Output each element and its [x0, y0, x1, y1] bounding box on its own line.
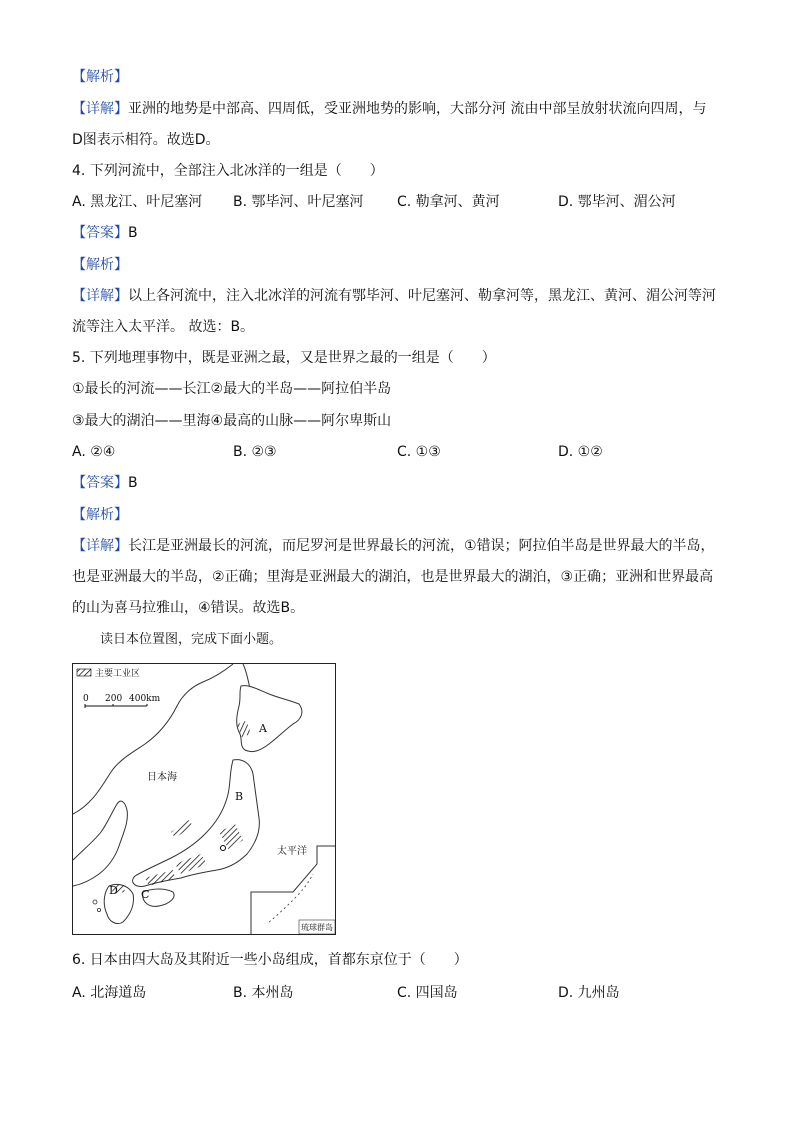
q4-detail-line-2: 流等注入太平洋。 故选：B。 [72, 319, 255, 335]
detail-text: 亚洲的地势是中部高、四周低，受亚洲地势的影响，大部分河 流由中部呈放射状流向四周，与 [128, 101, 707, 117]
label-sea-of-japan: 日本海 [147, 772, 177, 783]
label-b: B [235, 790, 244, 803]
industrial-zone-hokuriku [171, 820, 193, 838]
q5-detail-line-1 [72, 537, 715, 555]
q4-option-a: A. 黑龙江、叶尼塞河 [72, 194, 203, 210]
answer-value: B [128, 475, 138, 491]
q5-option-a: A. ②④ [72, 444, 116, 460]
detail-text: 以上各河流中，注入北冰洋的河流有鄂毕河、叶尼塞河、勒拿河等，黑龙江、黄河、湄公河等河 [128, 288, 716, 304]
q5-answer [72, 474, 138, 492]
answer-tag: 【答案】 [72, 475, 128, 491]
answer-value: B [128, 225, 138, 241]
analysis-heading [72, 68, 128, 86]
label-ryukyu-islands: 琉球群岛 [301, 923, 333, 932]
q5-item-line-1: ①最长的河流——长江②最大的半岛——阿拉伯半岛 [72, 381, 392, 397]
detail-text: 长江是亚洲最长的河流，而尼罗河是世界最长的河流，①错误；阿拉伯半岛是世界最大的半岛， [128, 538, 715, 554]
detail-tag: 【详解】 [72, 101, 128, 117]
q6-option-a: A. 北海道岛 [72, 985, 147, 1001]
tokyo-marker [221, 846, 226, 851]
scale-tick-400: 400km [129, 694, 161, 704]
q5-option-b: B. ②③ [233, 444, 277, 460]
detail-tag: 【详解】 [72, 288, 128, 304]
ryukyu-islands-path [269, 874, 313, 922]
analysis-tag: 【解析】 [72, 507, 128, 523]
q5-item-line-2: ③最大的湖泊——里海④最高的山脉——阿尔卑斯山 [72, 413, 392, 429]
analysis-tag: 【解析】 [72, 257, 128, 273]
q6-option-b: B. 本州岛 [233, 985, 294, 1001]
scale-tick-0: 0 [83, 694, 89, 704]
question-5-stem: 5. 下列地理事物中，既是亚洲之最，又是世界之最的一组是（ ） [72, 350, 496, 366]
q4-analysis-heading [72, 256, 128, 274]
small-island [93, 900, 97, 904]
label-a: A [259, 722, 267, 735]
korean-peninsula [73, 801, 127, 886]
mainland-coast [73, 664, 233, 814]
label-pacific-ocean: 太平洋 [277, 846, 307, 857]
q4-option-b: B. 鄂毕河、叶尼塞河 [233, 194, 364, 210]
small-island [97, 908, 100, 911]
q4-option-c: C. 勒拿河、黄河 [397, 194, 500, 210]
q5-analysis-heading [72, 506, 128, 524]
hokkaido-island [237, 686, 302, 752]
q5-option-c: C. ①③ [397, 444, 441, 460]
analysis-tag: 【解析】 [72, 69, 128, 85]
q4-answer [72, 224, 138, 242]
label-d: D [109, 884, 118, 897]
scale-tick-200: 200 [105, 694, 123, 704]
scale-bar [85, 704, 147, 708]
q6-option-d: D. 九州岛 [558, 985, 620, 1001]
q6-option-c: C. 四国岛 [397, 985, 458, 1001]
label-c: C [141, 888, 150, 901]
map-intro: 读日本位置图，完成下面小题。 [100, 632, 283, 647]
answer-tag: 【答案】 [72, 225, 128, 241]
japan-map-svg [73, 664, 335, 934]
detail-paragraph [72, 100, 706, 118]
japan-location-map [72, 663, 336, 935]
detail-continuation: D图表示相符。故选D。 [72, 132, 220, 148]
q5-option-d: D. ①② [558, 444, 603, 460]
q5-detail-line-2: 也是亚洲最大的半岛，②正确；里海是亚洲最大的湖泊，也是世界最大的湖泊，③正确；亚洲和世界最高 [72, 569, 714, 585]
detail-tag: 【详解】 [72, 538, 128, 554]
q4-option-d: D. 鄂毕河、湄公河 [558, 194, 676, 210]
q4-detail-line-1 [72, 287, 716, 305]
q5-detail-line-3: 的山为喜马拉雅山，④错误。故选B。 [72, 600, 305, 616]
legend-swatch [77, 669, 91, 676]
question-4-stem: 4. 下列河流中，全部注入北冰洋的一组是（ ） [72, 163, 384, 179]
question-6-stem: 6. 日本由四大岛及其附近一些小岛组成，首都东京位于（ ） [72, 952, 468, 968]
legend-label: 主要工业区 [95, 669, 141, 679]
